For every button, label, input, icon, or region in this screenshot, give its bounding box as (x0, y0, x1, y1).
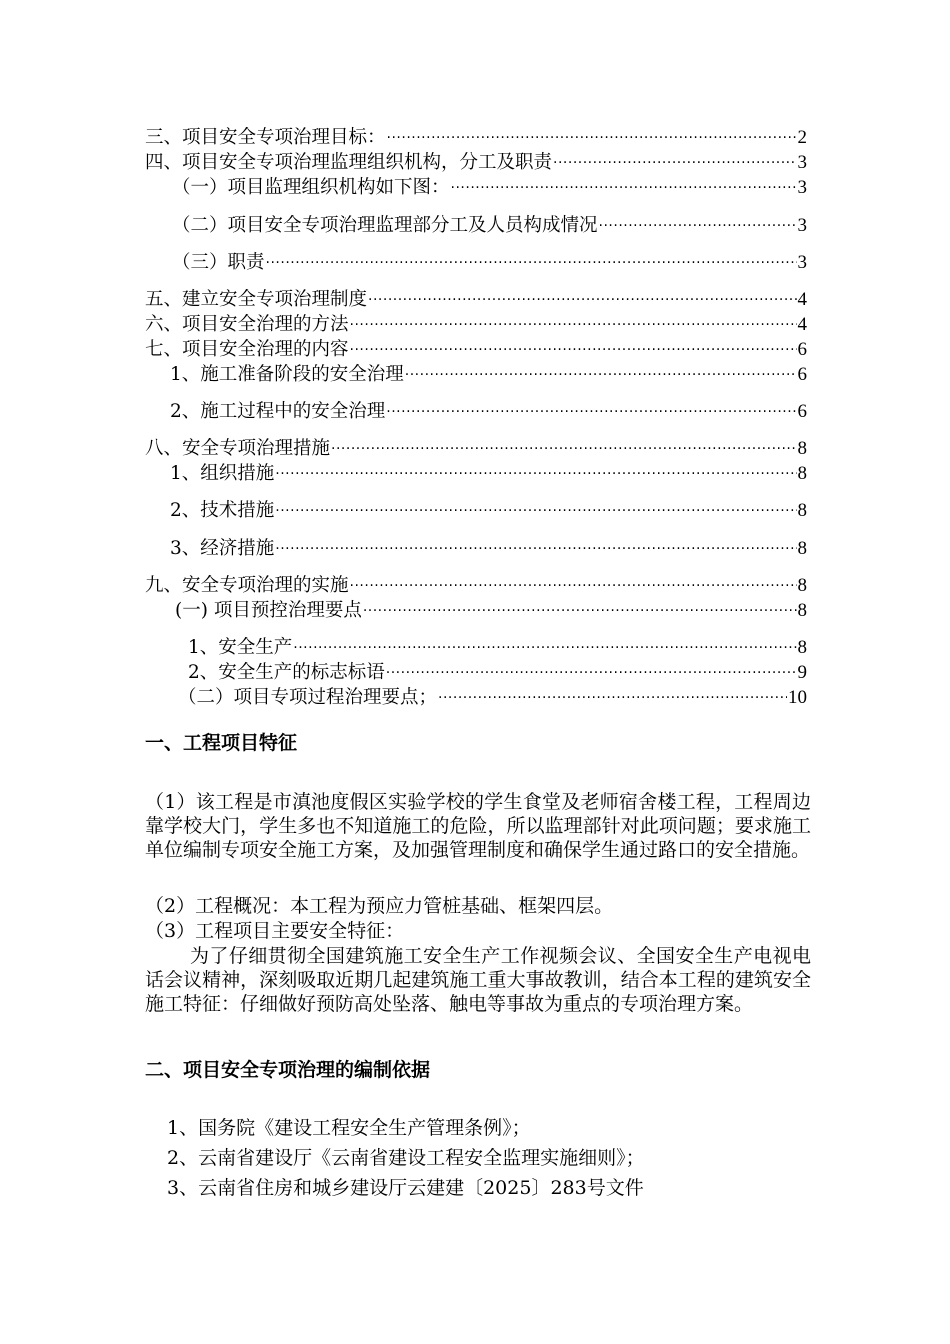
toc-leader (553, 147, 796, 171)
toc-leader (350, 309, 797, 333)
list-item: 2、云南省建设厅《云南省建设工程安全监理实施细则》； (167, 1147, 645, 1169)
section-heading: 一、工程项目特征 (145, 732, 298, 754)
toc-entry[interactable] (170, 535, 807, 561)
toc-entry-title: 八、安全专项治理措施 (145, 438, 331, 459)
toc-entry[interactable] (178, 684, 807, 710)
toc-entry-page: 3 (797, 177, 807, 198)
section-heading: 二、项目安全专项治理的编制依据 (145, 1059, 431, 1081)
toc-entry-page: 3 (797, 152, 807, 173)
toc-entry-title: 四、项目安全专项治理监理组织机构，分工及职责 (145, 152, 553, 173)
toc-entry[interactable] (172, 249, 807, 275)
toc-entry-page: 8 (797, 538, 807, 559)
list-item: 1、国务院《建设工程安全生产管理条例》； (167, 1117, 531, 1139)
toc-leader (293, 632, 796, 656)
list-item: 3、云南省住房和城乡建设厅云建建〔2025〕283号文件 (167, 1177, 644, 1199)
toc-leader (275, 495, 796, 519)
toc-entry[interactable] (172, 212, 807, 238)
toc-leader (275, 533, 796, 557)
paragraph: （2）工程概况：本工程为预应力管桩基础、框架四层。 (145, 895, 614, 917)
toc-entry-page: 2 (797, 127, 807, 148)
paragraph: （1）该工程是市滇池度假区实验学校的学生食堂及老师宿舍楼工程，工程周边靠学校大门，学生多也不知道施工的危险，所以监理部针对此项问题；要求施工单位编制专项安全施工方案，及加强管理制度和确保学生通过路口的安全措施。 (145, 791, 811, 862)
toc-entry-page: 3 (797, 215, 807, 236)
toc-leader (368, 284, 796, 308)
toc-entry-title: 2、技术措施 (170, 500, 275, 521)
toc-entry-title: 九、安全专项治理的实施 (145, 575, 349, 596)
toc-entry-page: 10 (788, 687, 807, 708)
toc-entry-page: 8 (797, 637, 807, 658)
toc-entry-title: 六、项目安全治理的方法 (145, 314, 349, 335)
toc-entry-page: 4 (797, 314, 807, 335)
toc-entry-title: 2、安全生产的标志标语 (188, 662, 385, 683)
toc-entry[interactable] (175, 597, 807, 623)
toc-entry-title: 3、经济措施 (170, 538, 275, 559)
toc-leader (266, 247, 797, 271)
paragraph: （3）工程项目主要安全特征： (145, 920, 405, 942)
toc-leader (405, 359, 797, 383)
toc-entry-page: 9 (797, 662, 807, 683)
toc-leader (331, 433, 796, 457)
toc-entry-page: 8 (797, 600, 807, 621)
toc-entry-title: 三、项目安全专项治理目标： (145, 127, 386, 148)
toc-entry-page: 6 (797, 339, 807, 360)
toc-entry[interactable] (170, 460, 807, 486)
toc-leader (363, 595, 797, 619)
toc-entry[interactable] (170, 497, 807, 523)
toc-entry-title: 七、项目安全治理的内容 (145, 339, 349, 360)
toc-entry-page: 4 (797, 289, 807, 310)
toc-entry-page: 3 (797, 252, 807, 273)
toc-leader (451, 172, 797, 196)
toc-entry-title: 五、建立安全专项治理制度 (145, 289, 368, 310)
toc-entry-title: 1、组织措施 (170, 463, 275, 484)
toc-entry-title: 2、施工过程中的安全治理 (170, 401, 386, 422)
toc-leader (386, 396, 796, 420)
toc-entry-page: 6 (797, 364, 807, 385)
toc-entry-title: （三）职责 (172, 252, 265, 273)
toc-entry-title: （二）项目专项过程治理要点； (178, 687, 438, 708)
toc-leader (350, 334, 797, 358)
toc-entry[interactable] (170, 361, 807, 387)
toc-entry-page: 8 (797, 438, 807, 459)
toc-leader (275, 458, 796, 482)
toc-leader (438, 682, 787, 706)
toc-entry-title: 1、安全生产 (188, 637, 293, 658)
toc-leader (599, 210, 797, 234)
toc-leader (386, 657, 797, 681)
toc-entry-title: 1、施工准备阶段的安全治理 (170, 364, 404, 385)
toc-entry-page: 8 (797, 575, 807, 596)
paragraph: 为了仔细贯彻全国建筑施工安全生产工作视频会议、全国安全生产电视电话会议精神，深刻吸取近期几起建筑施工重大事故教训，结合本工程的建筑安全施工特征：仔细做好预防高处坠落、触电等事故为重点的专项治理方案。 (145, 945, 811, 1016)
toc-entry-title: （一）项目监理组织机构如下图： (172, 177, 450, 198)
toc-entry-title: (一) 项目预控治理要点 (175, 600, 362, 621)
toc-entry-page: 8 (797, 463, 807, 484)
toc-entry[interactable] (170, 398, 807, 424)
toc-entry-page: 6 (797, 401, 807, 422)
toc-entry-title: （二）项目安全专项治理监理部分工及人员构成情况 (172, 215, 598, 236)
toc-leader (387, 122, 797, 146)
toc-leader (350, 570, 797, 594)
toc-entry-page: 8 (797, 500, 807, 521)
toc-entry[interactable] (172, 174, 807, 200)
